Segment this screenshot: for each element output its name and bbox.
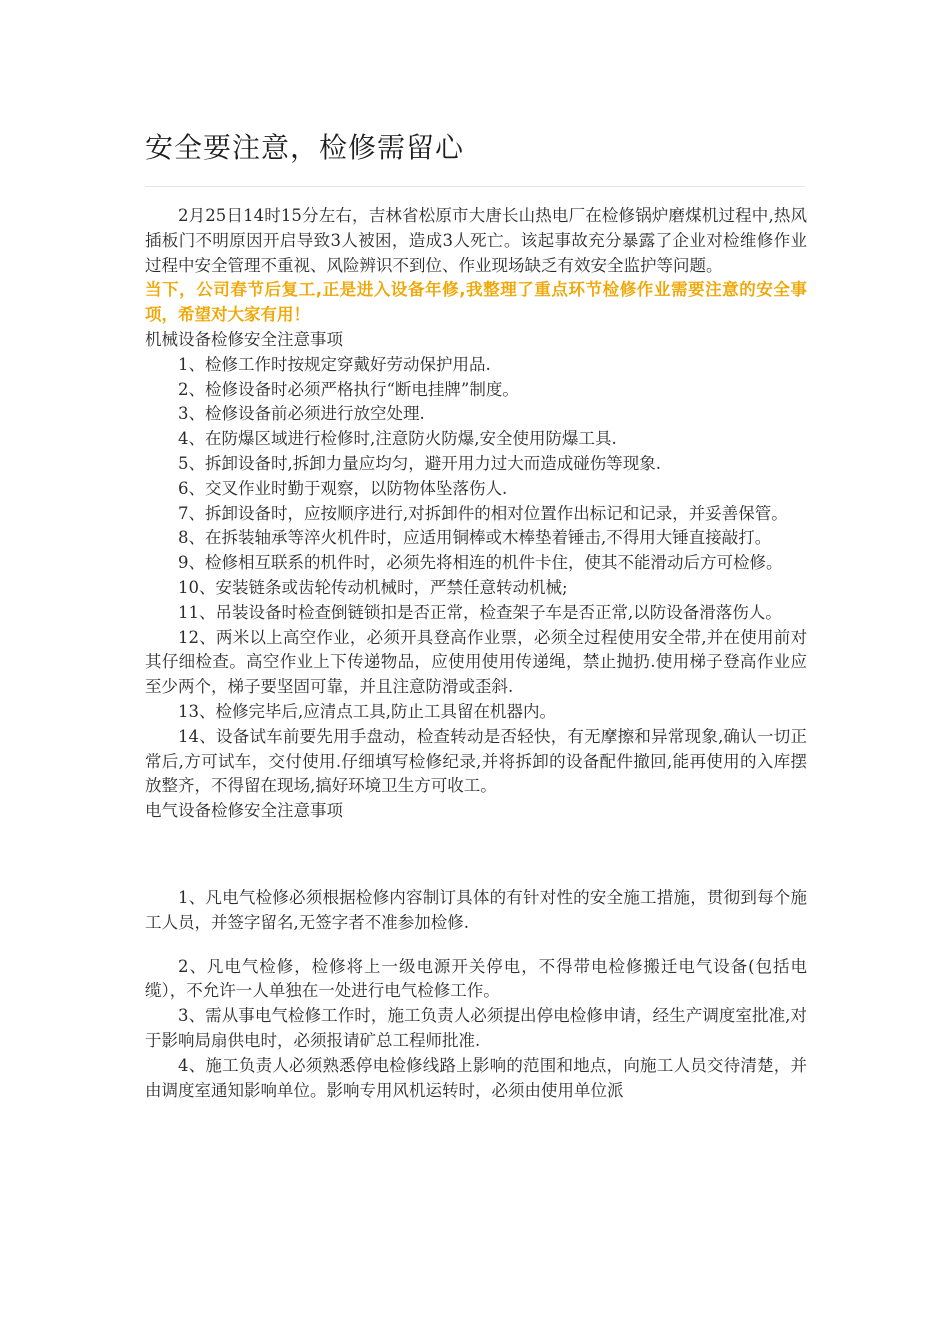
mechanical-item: 14、设备试车前要先用手盘动，检查转动是否轻快，有无摩擦和异常现象,确认一切正常后,方可试车，交付使用.仔细填写检修纪录,并将拆卸的设备配件撤回,能再使用的入库摆放整齐，不得留在现场,搞好环境卫生方可收工。 xyxy=(145,726,807,796)
page-title: 安全要注意，检修需留心 xyxy=(145,131,465,164)
mechanical-item: 4、在防爆区域进行检修时,注意防火防爆,安全使用防爆工具. xyxy=(178,429,617,449)
electrical-item: 4、施工负责人必须熟悉停电检修线路上影响的范围和地点，向施工人员交待清楚，并由调度室通知影响单位。影响专用风机运转时，必须由使用单位派 xyxy=(145,1055,807,1100)
paragraph-spacer xyxy=(145,936,807,955)
mechanical-item: 13、检修完毕后,应清点工具,防止工具留在机器内。 xyxy=(178,701,556,721)
title-divider xyxy=(145,186,805,187)
electrical-item: 2、凡电气检修，检修将上一级电源开关停电，不得带电检修搬迁电气设备(包括电缆），不允许一人单独在一处进行电气检修工作。 xyxy=(145,956,807,1001)
article-body xyxy=(145,204,807,1103)
mechanical-item: 6、交叉作业时勤于观察，以防物体坠落伤人. xyxy=(178,478,508,498)
mechanical-section-heading: 机械设备检修安全注意事项 xyxy=(145,329,343,349)
mechanical-item: 12、两米以上高空作业，必须开具登高作业票，必须全过程使用安全带,并在使用前对其仔细检查。高空作业上下传递物品，应使用使用传递绳，禁止抛扔.使用梯子登高作业应至少两个，梯子要坚固可靠，并且注意防滑或歪斜. xyxy=(145,627,807,697)
electrical-section-heading: 电气设备检修安全注意事项 xyxy=(145,801,343,821)
highlight-paragraph: 当下，公司春节后复工,正是进入设备年修,我整理了重点环节检修作业需要注意的安全事项，希望对大家有用！ xyxy=(145,280,807,325)
mechanical-item: 8、在拆装轴承等淬火机件时，应适用铜棒或木棒垫着锤击,不得用大锤直接敲打。 xyxy=(178,528,772,548)
mechanical-item: 9、检修相互联系的机件时，必须先将相连的机件卡住，使其不能滑动后方可检修。 xyxy=(178,553,783,573)
intro-paragraph: 2月25日14时15分左右，吉林省松原市大唐长山热电厂在检修锅炉磨煤机过程中,热风插板门不明原因开启导致3人被困，造成3人死亡。该起事故充分暴露了企业对检维修作业过程中安全管理不重视、风险辨识不到位、作业现场缺乏有效安全监护等问题。 xyxy=(145,206,807,275)
section-spacer xyxy=(145,824,807,886)
mechanical-item: 1、检修工作时按规定穿戴好劳动保护用品. xyxy=(178,354,491,374)
mechanical-item: 3、检修设备前必须进行放空处理. xyxy=(178,404,425,424)
electrical-item: 3、需从事电气检修工作时，施工负责人必须提出停电检修申请，经生产调度室批准,对于影响局扇供电时，必须报请矿总工程师批准. xyxy=(145,1006,807,1050)
mechanical-item: 7、拆卸设备时，应按顺序进行,对拆卸件的相对位置作出标记和记录，并妥善保管。 xyxy=(178,503,788,523)
mechanical-item: 10、安装链条或齿轮传动机械时，严禁任意转动机械; xyxy=(178,577,568,597)
electrical-item: 1、凡电气检修必须根据检修内容制订具体的有针对性的安全施工措施，贯彻到每个施工人员，并签字留名,无签字者不准参加检修. xyxy=(145,887,807,932)
mechanical-item: 5、拆卸设备时,拆卸力量应均匀，避开用力过大而造成碰伤等现象. xyxy=(178,453,661,473)
mechanical-item: 2、检修设备时必须严格执行“断电挂牌”制度。 xyxy=(178,379,519,399)
mechanical-item: 11、吊装设备时检查倒链锁扣是否正常，检查架子车是否正常,以防设备滑落伤人。 xyxy=(178,602,782,622)
